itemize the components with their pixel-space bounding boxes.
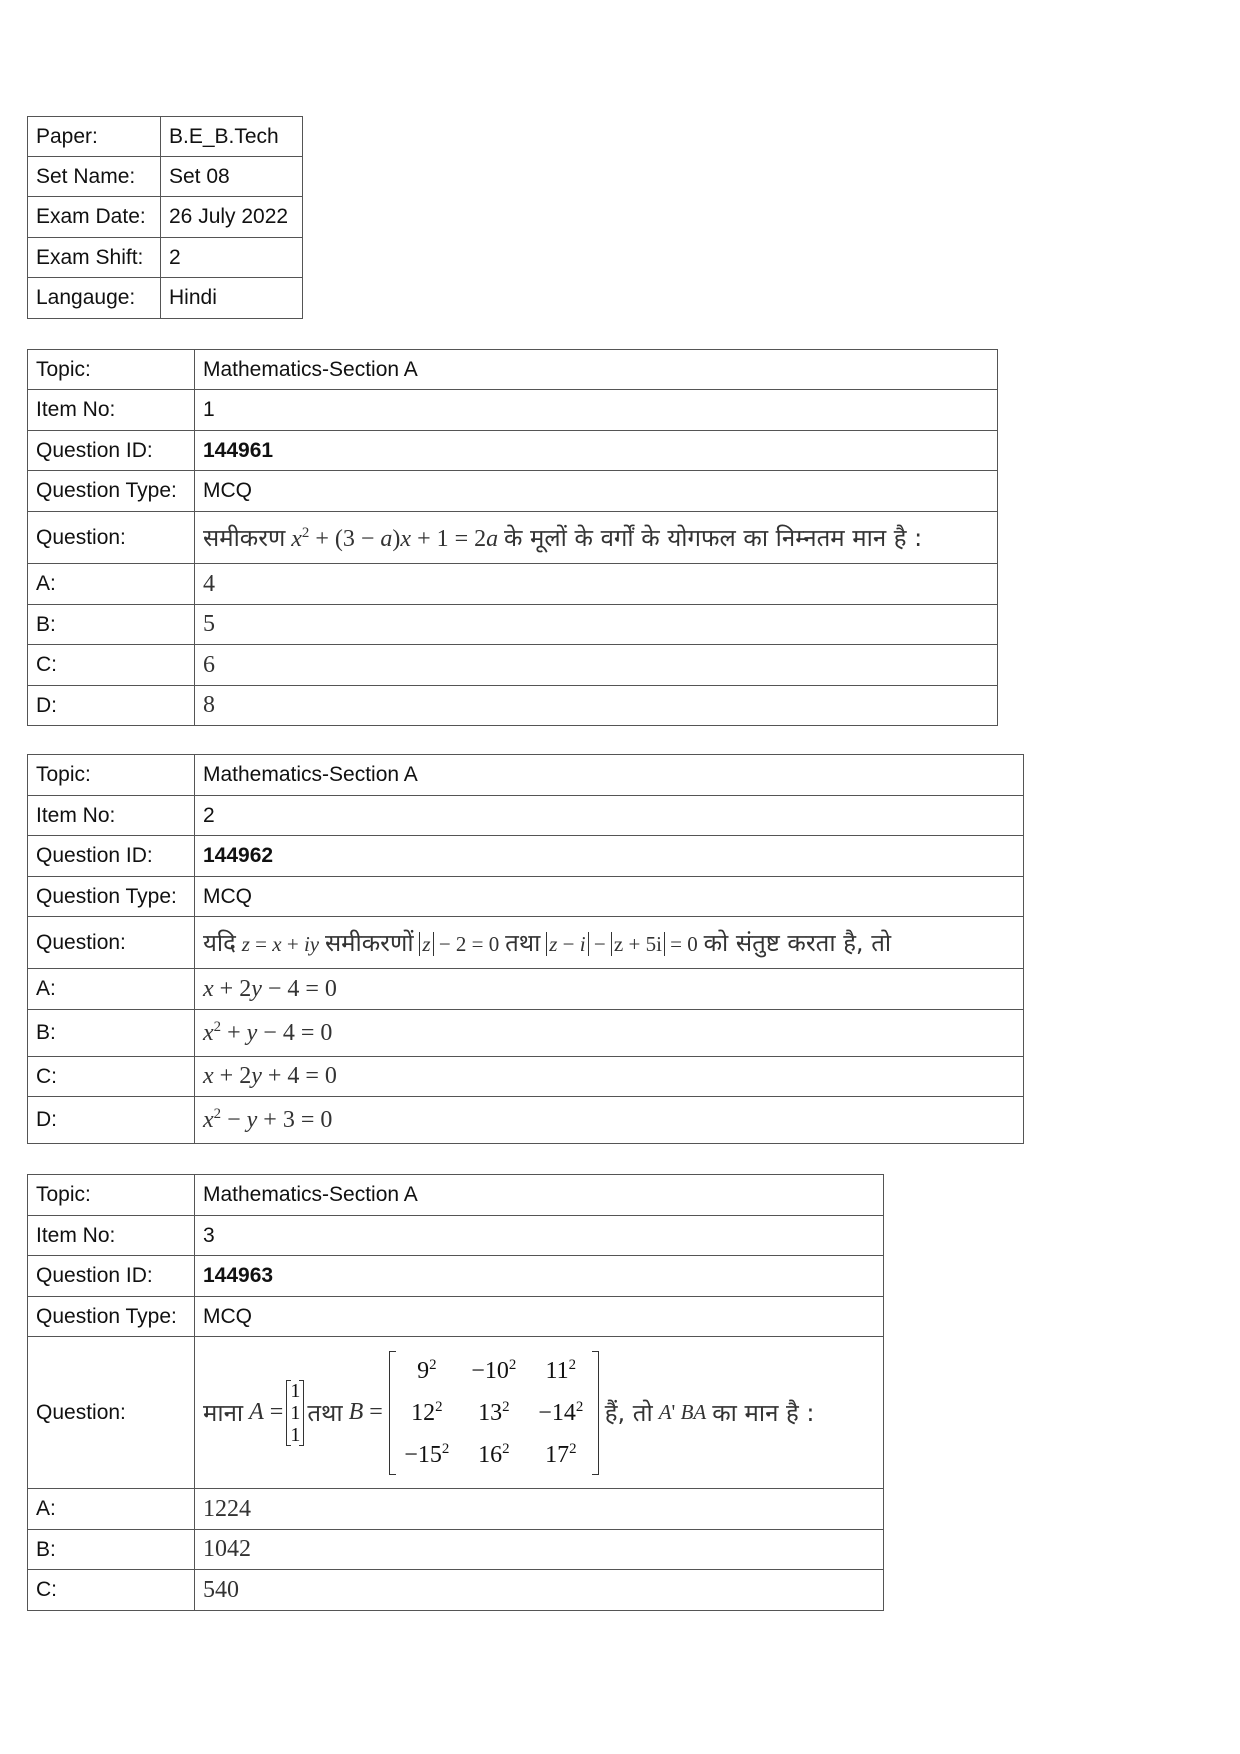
- question-text-samikaran: समीकरणों: [324, 929, 414, 957]
- equation-1: z − 2 = 0: [419, 932, 499, 956]
- question-text-mana: माना: [203, 1399, 244, 1427]
- question-text: [195, 1337, 884, 1489]
- expression-atba: A' BA: [658, 1400, 707, 1424]
- item-no-label: Item No:: [28, 390, 195, 431]
- equation-2: z − i − z + 5i = 0: [546, 932, 698, 956]
- question-type-value: MCQ: [195, 1297, 884, 1337]
- paper-value: B.E_B.Tech: [161, 117, 303, 157]
- option-a-label: A:: [28, 1489, 195, 1530]
- question-text-end: का मान है :: [712, 1399, 815, 1427]
- question-text: [195, 512, 998, 564]
- language-label: Langauge:: [28, 278, 161, 319]
- paper-label: Paper:: [28, 117, 161, 157]
- set-name-label: Set Name:: [28, 157, 161, 197]
- question-3-table: [27, 1174, 884, 1611]
- topic-label: Topic:: [28, 755, 195, 796]
- question-text-yadi: यदि: [203, 929, 236, 957]
- option-d-label: D:: [28, 1097, 195, 1144]
- exam-date-label: Exam Date:: [28, 197, 161, 238]
- option-a-value: x + 2y − 4 = 0: [195, 969, 1024, 1010]
- question-id-value: 144961: [195, 431, 998, 471]
- option-d-value: $x^2 - y + 3 = 0$: [195, 1097, 1024, 1144]
- language-value: Hindi: [161, 278, 303, 319]
- question-label: Question:: [28, 512, 195, 564]
- option-b-value: $x^2 + y - 4 = 0$: [195, 1010, 1024, 1057]
- question-type-label: Question Type:: [28, 471, 195, 512]
- option-b-label: B:: [28, 605, 195, 645]
- matrix-a-symbol: A =: [249, 1399, 284, 1425]
- question-type-label: Question Type:: [28, 1297, 195, 1337]
- item-no-value: 2: [195, 796, 1024, 836]
- option-d-value: 8: [195, 686, 998, 726]
- topic-label: Topic:: [28, 1175, 195, 1216]
- equation: $x^2 + (3 - a)x + 1 = 2a$: [291, 525, 499, 552]
- exam-meta-table: [27, 116, 303, 319]
- question-type-label: Question Type:: [28, 877, 195, 917]
- exam-shift-label: Exam Shift:: [28, 238, 161, 278]
- question-type-value: MCQ: [195, 877, 1024, 917]
- exam-date-value: 26 July 2022: [161, 197, 303, 238]
- option-b-value: 5: [195, 605, 998, 645]
- matrix-b-symbol: B =: [348, 1399, 383, 1425]
- item-no-value: 1: [195, 390, 998, 431]
- topic-value: Mathematics-Section A: [195, 1175, 884, 1216]
- question-label: Question:: [28, 917, 195, 969]
- matrix-b: $9^2$ $-10^2$ $11^2$ $12^2$ $13^2$ $-14^2$ $-15^2$ $16^2$ $17^2$: [389, 1351, 599, 1475]
- item-no-value: 3: [195, 1216, 884, 1256]
- question-1-table: [27, 349, 998, 726]
- question-text-pre: समीकरण: [203, 524, 286, 552]
- question-type-value: MCQ: [195, 471, 998, 512]
- question-text-tatha: तथा: [505, 929, 541, 957]
- option-d-label: D:: [28, 686, 195, 726]
- equation-z: z = x + iy: [241, 932, 320, 956]
- option-b-label: B:: [28, 1010, 195, 1057]
- topic-value: Mathematics-Section A: [195, 755, 1024, 796]
- option-c-label: C:: [28, 645, 195, 686]
- question-id-value: 144962: [195, 836, 1024, 877]
- question-id-value: 144963: [195, 1256, 884, 1297]
- item-no-label: Item No:: [28, 796, 195, 836]
- question-text: [195, 917, 1024, 969]
- exam-shift-value: 2: [161, 238, 303, 278]
- question-id-label: Question ID:: [28, 1256, 195, 1297]
- question-text-tatha: तथा: [307, 1399, 343, 1427]
- option-c-value: 6: [195, 645, 998, 686]
- option-b-label: B:: [28, 1530, 195, 1570]
- matrix-a: 1 1 1: [286, 1380, 304, 1446]
- option-a-label: A:: [28, 564, 195, 605]
- option-a-label: A:: [28, 969, 195, 1010]
- set-name-value: Set 08: [161, 157, 303, 197]
- option-c-label: C:: [28, 1057, 195, 1097]
- option-a-value: 4: [195, 564, 998, 605]
- option-b-value: 1042: [195, 1530, 884, 1570]
- question-text-post: हैं, तो: [604, 1399, 653, 1427]
- item-no-label: Item No:: [28, 1216, 195, 1256]
- option-c-label: C:: [28, 1570, 195, 1611]
- option-a-value: 1224: [195, 1489, 884, 1530]
- question-id-label: Question ID:: [28, 836, 195, 877]
- question-text-post: को संतुष्ट करता है, तो: [703, 929, 892, 957]
- option-c-value: 540: [195, 1570, 884, 1611]
- option-c-value: x + 2y + 4 = 0: [195, 1057, 1024, 1097]
- topic-value: Mathematics-Section A: [195, 350, 998, 390]
- topic-label: Topic:: [28, 350, 195, 390]
- question-id-label: Question ID:: [28, 431, 195, 471]
- question-2-table: [27, 754, 1024, 1144]
- question-label: Question:: [28, 1337, 195, 1489]
- question-text-post: के मूलों के वर्गों के योगफल का निम्नतम मान है :: [503, 524, 923, 552]
